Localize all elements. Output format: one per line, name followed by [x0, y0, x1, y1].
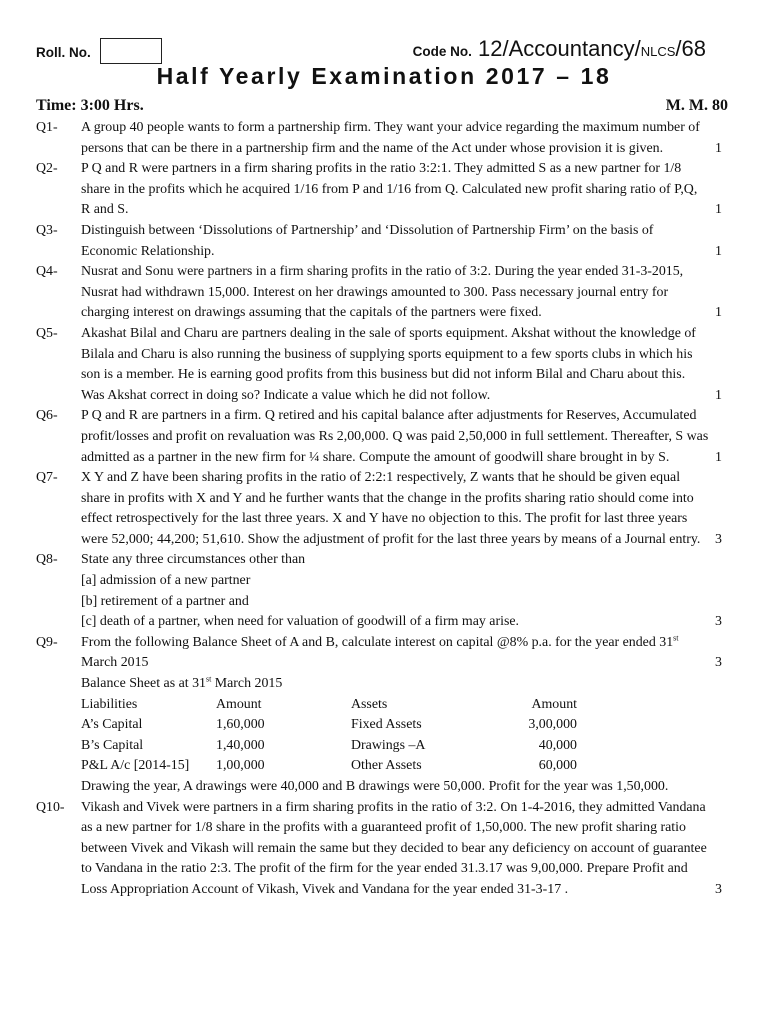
question-4 — [36, 262, 736, 324]
bs-cell: 40,000 — [538, 737, 577, 753]
question-marks: 3 — [715, 655, 722, 671]
roll-number-box — [100, 38, 162, 64]
question-marks: 3 — [715, 614, 722, 630]
question-text: P Q and R are partners in a firm. Q retired and his capital balance after adjustments for Reserves, Accumulated profit/losses and profit on revaluation was Rs 2,00,000. Q was paid 2,50,000 in full settlement. Thereafter, S was admitted as a partner in the new firm for ¼ share. Compute the amount of goodwill share brought in by S. — [81, 408, 709, 465]
q9-line-2 — [81, 653, 736, 674]
question-text: A group 40 people wants to form a partnership firm. They want your advice regarding the maximum number of persons that can be there in a partnership firm and the name of the Act under whose provision it is given. — [81, 120, 700, 156]
question-text: Distinguish between ‘Dissolutions of Partnership’ and ‘Dissolution of Partnership Firm’ on the basis of Economic Relationship. — [81, 222, 654, 259]
code-main: 12/Accountancy/ — [478, 36, 641, 61]
bs-cell: 1,40,000 — [216, 737, 265, 753]
question-number: Q3- — [36, 222, 58, 238]
questions-1-to-7 — [36, 118, 736, 550]
exam-title: Half Yearly Examination 2017 – 18 — [156, 63, 612, 89]
question-text: Vikash and Vivek were partners in a firm sharing profits in the ratio of 3:2. On 1-4-2016, they admitted Vandana as a new partner for 1/8 share in the profits with a guaranteed profit of 1,50,000. The new profit sharing ratio between Vivek and Vikash will remain the same but they decided to bear any deficiency on account of guarantee to Vandana in the ratio 2:3. The profit of the firm for the year ended 31.3.17 was 9,00,000. Prepare Profit and Loss Appropriation Account of Vikash, Vivek and Vandana for the year ended 31-3-17 . — [81, 799, 707, 897]
question-text-block — [81, 324, 736, 406]
bs-cell: 1,00,000 — [216, 758, 265, 774]
question-text: Akashat Bilal and Charu are partners dealing in the sale of sports equipment. Akshat without the knowledge of Bilala and Charu is also running the business of supplying sports equipment to a few sports clubs in which his son is a member. He is earning good profits from this business but did not inform Bilal and Charu about this. Was Akshat correct in doing so? Indicate a value which he did not follow. — [81, 325, 696, 403]
roll-number-label: Roll. No. — [36, 45, 91, 60]
question-text-block — [81, 118, 736, 159]
bs-row — [81, 756, 736, 777]
q8-item-c-line — [81, 612, 736, 633]
time-allowed: Time: 3:00 Hrs. — [36, 97, 144, 114]
bs-cell: B’s Capital — [81, 737, 144, 753]
q8-item-c: [c] death of a partner, when need for valuation of goodwill of a firm may arise. — [81, 614, 519, 630]
question-number: Q7- — [36, 470, 58, 486]
question-3 — [36, 221, 736, 262]
question-marks: 3 — [715, 531, 722, 547]
bs-row — [81, 736, 736, 757]
q9-after-text: Drawing the year, A drawings were 40,000 and B drawings were 50,000. Profit for the year was 1,50,000. — [81, 779, 669, 794]
q9-text-b: March 2015 — [81, 655, 149, 671]
bs-row — [81, 695, 736, 716]
question-text: X Y and Z have been sharing profits in the ratio of 2:2:1 respectively, Z wants that he should be given equal share in profits with X and Y and he further wants that the change in the profits sharing ratio should come into effect retrospectively for the last three years. X and Y have no objection to this. The profit for last three years were 52,000; 44,200; 51,610. Show the adjustment of profit for the last three years by means of a Journal entry. — [81, 470, 701, 547]
question-8 — [36, 550, 736, 632]
balance-sheet-table — [81, 695, 736, 777]
bs-title-a: Balance Sheet as at 31 — [81, 676, 206, 692]
question-text-block — [81, 221, 736, 262]
bs-cell: Other Assets — [351, 758, 422, 774]
question-7 — [36, 468, 736, 550]
question-text-block — [81, 798, 736, 901]
bs-cell: 3,00,000 — [528, 717, 577, 733]
balance-sheet-title — [81, 674, 736, 695]
bs-cell: P&L A/c [2014-15] — [81, 758, 190, 774]
bs-cell: Assets — [351, 696, 388, 712]
question-number: Q5- — [36, 325, 58, 341]
question-10 — [36, 798, 736, 901]
question-number: Q6- — [36, 408, 58, 424]
question-number: Q4- — [36, 264, 58, 280]
bs-title-sup: st — [205, 674, 212, 684]
question-marks: 1 — [715, 449, 722, 465]
question-number: Q9- — [36, 634, 58, 650]
question-1 — [36, 118, 736, 159]
question-list — [36, 118, 736, 901]
question-number: Q1- — [36, 120, 58, 135]
bs-row — [81, 715, 736, 736]
question-5 — [36, 324, 736, 406]
bs-cell: 1,60,000 — [216, 717, 265, 733]
maximum-marks: M. M. 80 — [665, 97, 728, 114]
question-text: State any three circumstances other than — [81, 552, 306, 568]
question-text — [81, 633, 736, 654]
bs-cell: Amount — [216, 696, 262, 712]
q8-item-a: [a] admission of a new partner — [81, 573, 251, 589]
question-marks: 1 — [715, 140, 722, 156]
question-text-block — [81, 262, 736, 324]
q8-item-b: [b] retirement of a partner and — [81, 593, 249, 609]
q9-sup: st — [673, 633, 679, 643]
code-small: NLCS — [640, 44, 676, 59]
question-9 — [36, 633, 736, 798]
question-text-block — [81, 159, 736, 221]
bs-cell: A’s Capital — [81, 717, 143, 733]
q9-text-a: From the following Balance Sheet of A and B, calculate interest on capital @8% p.a. for the year ended 31 — [81, 634, 674, 650]
question-number: Q2- — [36, 161, 58, 177]
question-text: Nusrat and Sonu were partners in a firm sharing profits in the ratio of 3:2. During the year ended 31-3-2015, Nusrat had withdrawn 15,000. Interest on her drawings amounted to 300. Pass necessary journal entry for charging interest on drawings assuming that the capitals of the partners were fixed. — [81, 264, 684, 321]
question-2 — [36, 159, 736, 221]
bs-cell: Amount — [531, 696, 577, 712]
question-text: P Q and R were partners in a firm sharing profits in the ratio 3:2:1. They admitted S as a new partner for 1/8 share in the profits which he acquired 1/16 from P and 1/16 from Q. Calculated new profit sharing ratio of P,Q, R and S. — [81, 161, 698, 218]
code-label: Code No. — [412, 44, 472, 59]
question-marks: 1 — [715, 305, 722, 321]
question-marks: 1 — [715, 387, 722, 403]
bs-title-b: March 2015 — [211, 676, 283, 692]
question-text-block — [81, 406, 736, 468]
code-end: /68 — [675, 36, 706, 61]
question-marks: 1 — [715, 202, 722, 218]
question-marks: 1 — [715, 243, 722, 259]
header-row — [36, 36, 728, 66]
bs-cell: Drawings –A — [351, 737, 426, 753]
bs-cell: Liabilities — [81, 696, 138, 712]
question-number: Q8- — [36, 552, 58, 568]
question-marks: 3 — [715, 881, 722, 897]
question-number: Q10- — [36, 799, 65, 815]
bs-cell: Fixed Assets — [351, 717, 422, 733]
paper-code — [413, 36, 706, 62]
question-text-block — [81, 468, 736, 550]
question-6 — [36, 406, 736, 468]
time-marks-row — [36, 97, 728, 117]
bs-cell: 60,000 — [538, 758, 577, 774]
